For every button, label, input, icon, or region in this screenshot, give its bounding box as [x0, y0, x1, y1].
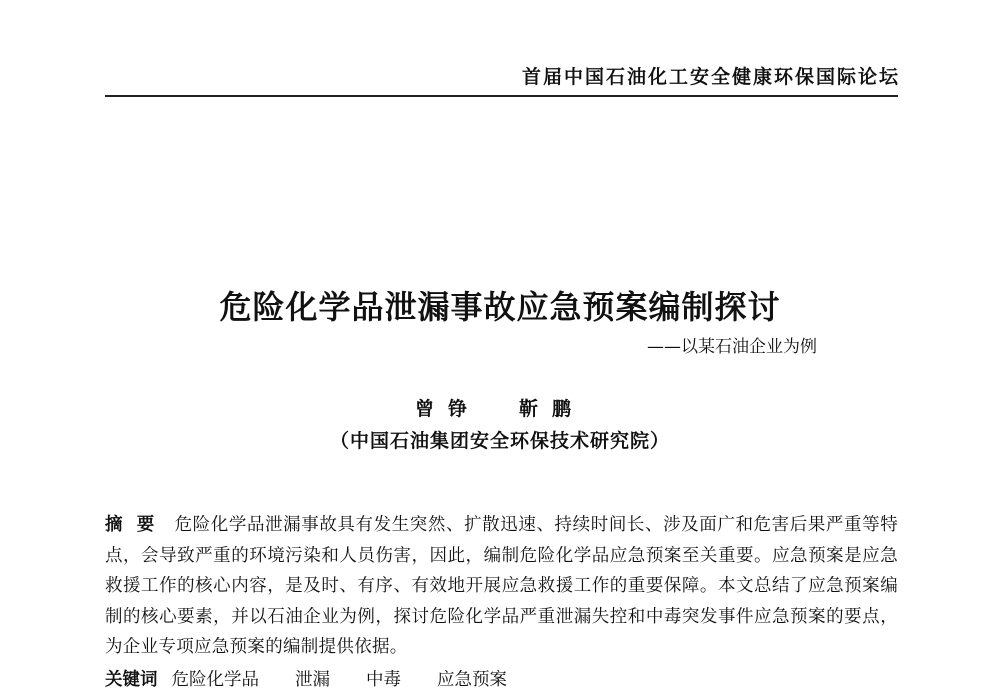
- author-affiliation: （中国石油集团安全环保技术研究院）: [329, 430, 670, 452]
- abstract-text: 危险化学品泄漏事故具有发生突然、扩散迅速、持续时间长、涉及面广和危害后果严重等特点，会导致严重的环境污染和人员伤害，因此，编制危险化学品应急预案至关重要。应急预案是应急救援工作的核心内容，是及时、有序、有效地开展应急救援工作的重要保障。本文总结了应急预案编制的核心要素，并以石油企业为例，探讨危险化学品严重泄漏失控和中毒突发事件应急预案的要点，为企业专项应急预案的编制提供依据。: [105, 515, 899, 657]
- keyword: 应急预案: [437, 670, 507, 690]
- abstract-label: 摘要: [105, 515, 169, 535]
- keyword: 中毒: [366, 670, 401, 690]
- keywords-label: 关键词: [105, 670, 158, 690]
- author-name: 靳鹏: [519, 398, 586, 420]
- keyword: 泄漏: [295, 670, 330, 690]
- author-name: 曾铮: [414, 398, 481, 420]
- abstract: [105, 510, 898, 663]
- running-header: 首届中国石油化工安全健康环保国际论坛: [521, 66, 900, 88]
- keyword: 危险化学品: [171, 670, 259, 690]
- keywords: [105, 665, 898, 695]
- paper-subtitle: ——以某石油企业为例: [647, 337, 817, 357]
- author-list: [0, 394, 1000, 421]
- paper-title: 危险化学品泄漏事故应急预案编制探讨: [219, 288, 781, 326]
- header-rule: [105, 95, 898, 97]
